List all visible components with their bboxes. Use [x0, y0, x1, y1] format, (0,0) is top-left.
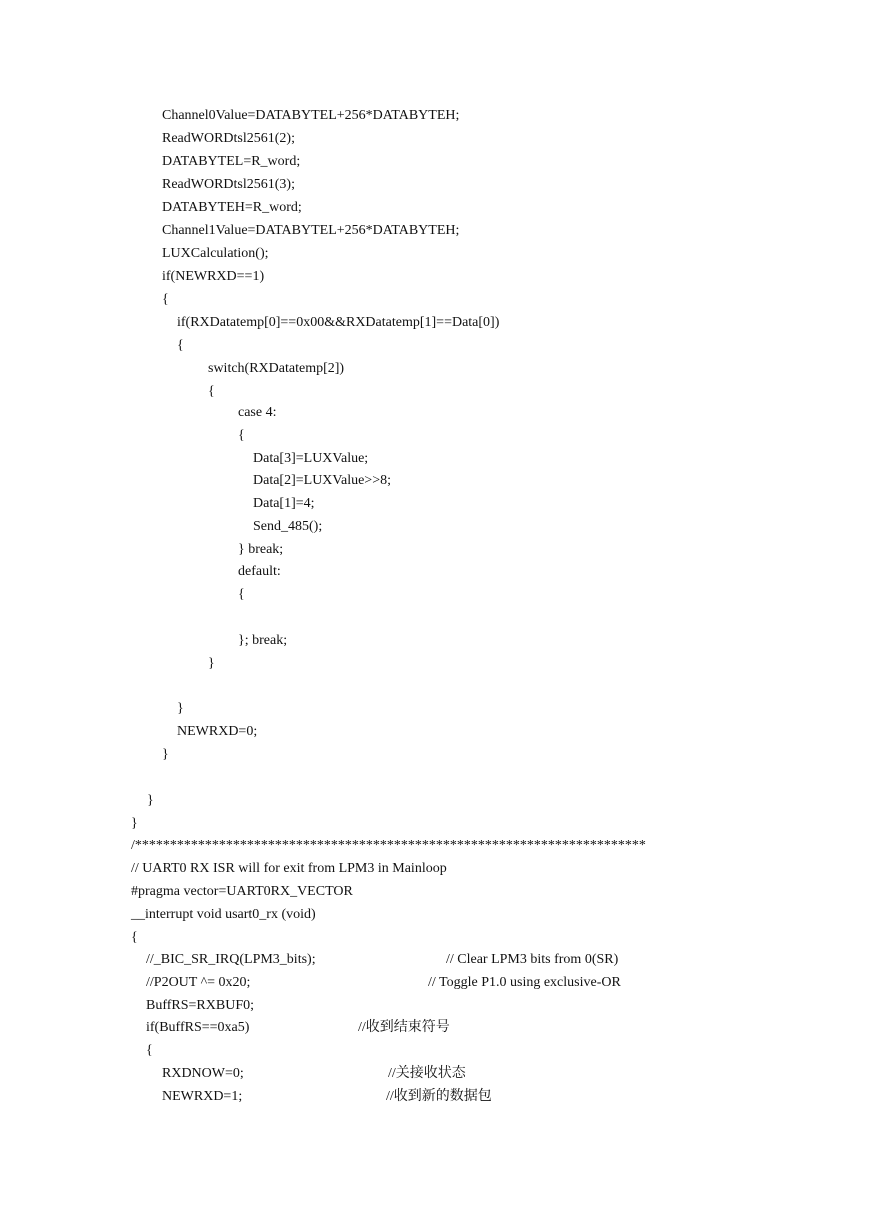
- code-line: [0, 404, 869, 422]
- code-line: [0, 495, 869, 513]
- code-text: {: [238, 587, 245, 602]
- code-line: [0, 199, 869, 217]
- code-text: }: [147, 793, 154, 808]
- code-line: [0, 541, 869, 559]
- code-text: } break;: [238, 542, 284, 557]
- code-text: }: [177, 701, 184, 716]
- code-text: Send_485();: [253, 519, 323, 534]
- code-text: default:: [238, 564, 281, 579]
- code-comment: // Toggle P1.0 using exclusive-OR: [428, 975, 621, 990]
- code-line: [0, 563, 869, 581]
- code-line: [0, 860, 869, 878]
- code-line: [0, 746, 869, 764]
- code-text: //_BIC_SR_IRQ(LPM3_bits);: [146, 952, 316, 967]
- code-line: [0, 472, 869, 490]
- code-text: DATABYTEH=R_word;: [162, 200, 302, 215]
- code-text: {: [177, 338, 184, 353]
- code-line: [0, 130, 869, 148]
- code-text: }; break;: [238, 633, 288, 648]
- code-text: {: [146, 1043, 153, 1058]
- code-text: }: [162, 747, 169, 762]
- code-text: Channel0Value=DATABYTEL+256*DATABYTEH;: [162, 108, 460, 123]
- code-comment: //关接收状态: [388, 1066, 466, 1081]
- code-line: [0, 951, 869, 969]
- code-text: /*************************************************************************: [131, 838, 646, 853]
- code-text: NEWRXD=1;: [162, 1089, 243, 1104]
- code-comment: // Clear LPM3 bits from 0(SR): [446, 952, 619, 967]
- code-line: [0, 997, 869, 1015]
- code-line: [0, 1019, 869, 1037]
- code-line: [0, 383, 869, 401]
- code-line: [0, 723, 869, 741]
- code-line: [0, 427, 869, 445]
- code-line: [0, 974, 869, 992]
- code-text: RXDNOW=0;: [162, 1066, 244, 1081]
- code-text: {: [162, 292, 169, 307]
- code-text: //P2OUT ^= 0x20;: [146, 975, 251, 990]
- code-text: #pragma vector=UART0RX_VECTOR: [131, 884, 353, 899]
- code-text: {: [208, 384, 215, 399]
- code-line: [0, 655, 869, 673]
- code-text: }: [208, 656, 215, 671]
- code-text: BuffRS=RXBUF0;: [146, 998, 255, 1013]
- code-line: [0, 153, 869, 171]
- code-line: [0, 450, 869, 468]
- code-line: [0, 107, 869, 125]
- code-line: [0, 518, 869, 536]
- code-text: Data[1]=4;: [253, 496, 315, 511]
- code-text: {: [131, 930, 138, 945]
- code-line: [0, 883, 869, 901]
- code-line: [0, 360, 869, 378]
- code-text: Data[2]=LUXValue>>8;: [253, 473, 391, 488]
- code-text: Channel1Value=DATABYTEL+256*DATABYTEH;: [162, 223, 460, 238]
- code-line: [0, 245, 869, 263]
- code-text: LUXCalculation();: [162, 246, 269, 261]
- code-line: [0, 1065, 869, 1083]
- code-text: ReadWORDtsl2561(2);: [162, 131, 295, 146]
- code-text: if(RXDatatemp[0]==0x00&&RXDatatemp[1]==Data[0]): [177, 315, 500, 330]
- code-text: }: [131, 816, 138, 831]
- code-line: [0, 700, 869, 718]
- code-text: if(BuffRS==0xa5): [146, 1020, 250, 1035]
- code-text: switch(RXDatatemp[2]): [208, 361, 345, 376]
- code-comment: //收到结束符号: [358, 1020, 450, 1035]
- code-comment: //收到新的数据包: [386, 1089, 492, 1104]
- code-text: if(NEWRXD==1): [162, 269, 265, 284]
- code-line: [0, 337, 869, 355]
- code-text: {: [238, 428, 245, 443]
- code-line: [0, 837, 869, 855]
- code-line: [0, 815, 869, 833]
- code-line: [0, 222, 869, 240]
- code-text: DATABYTEL=R_word;: [162, 154, 301, 169]
- code-text: Data[3]=LUXValue;: [253, 451, 369, 466]
- code-text: ReadWORDtsl2561(3);: [162, 177, 295, 192]
- code-text: case 4:: [238, 405, 277, 420]
- code-text: NEWRXD=0;: [177, 724, 258, 739]
- code-line: [0, 632, 869, 650]
- code-line: [0, 586, 869, 604]
- code-text: __interrupt void usart0_rx (void): [131, 907, 316, 922]
- code-text: // UART0 RX ISR will for exit from LPM3 in Mainloop: [131, 861, 447, 876]
- code-line: [0, 268, 869, 286]
- code-line: [0, 291, 869, 309]
- code-line: [0, 792, 869, 810]
- code-line: [0, 1088, 869, 1106]
- code-line: [0, 929, 869, 947]
- code-line: [0, 1042, 869, 1060]
- code-line: [0, 176, 869, 194]
- code-line: [0, 314, 869, 332]
- code-line: [0, 906, 869, 924]
